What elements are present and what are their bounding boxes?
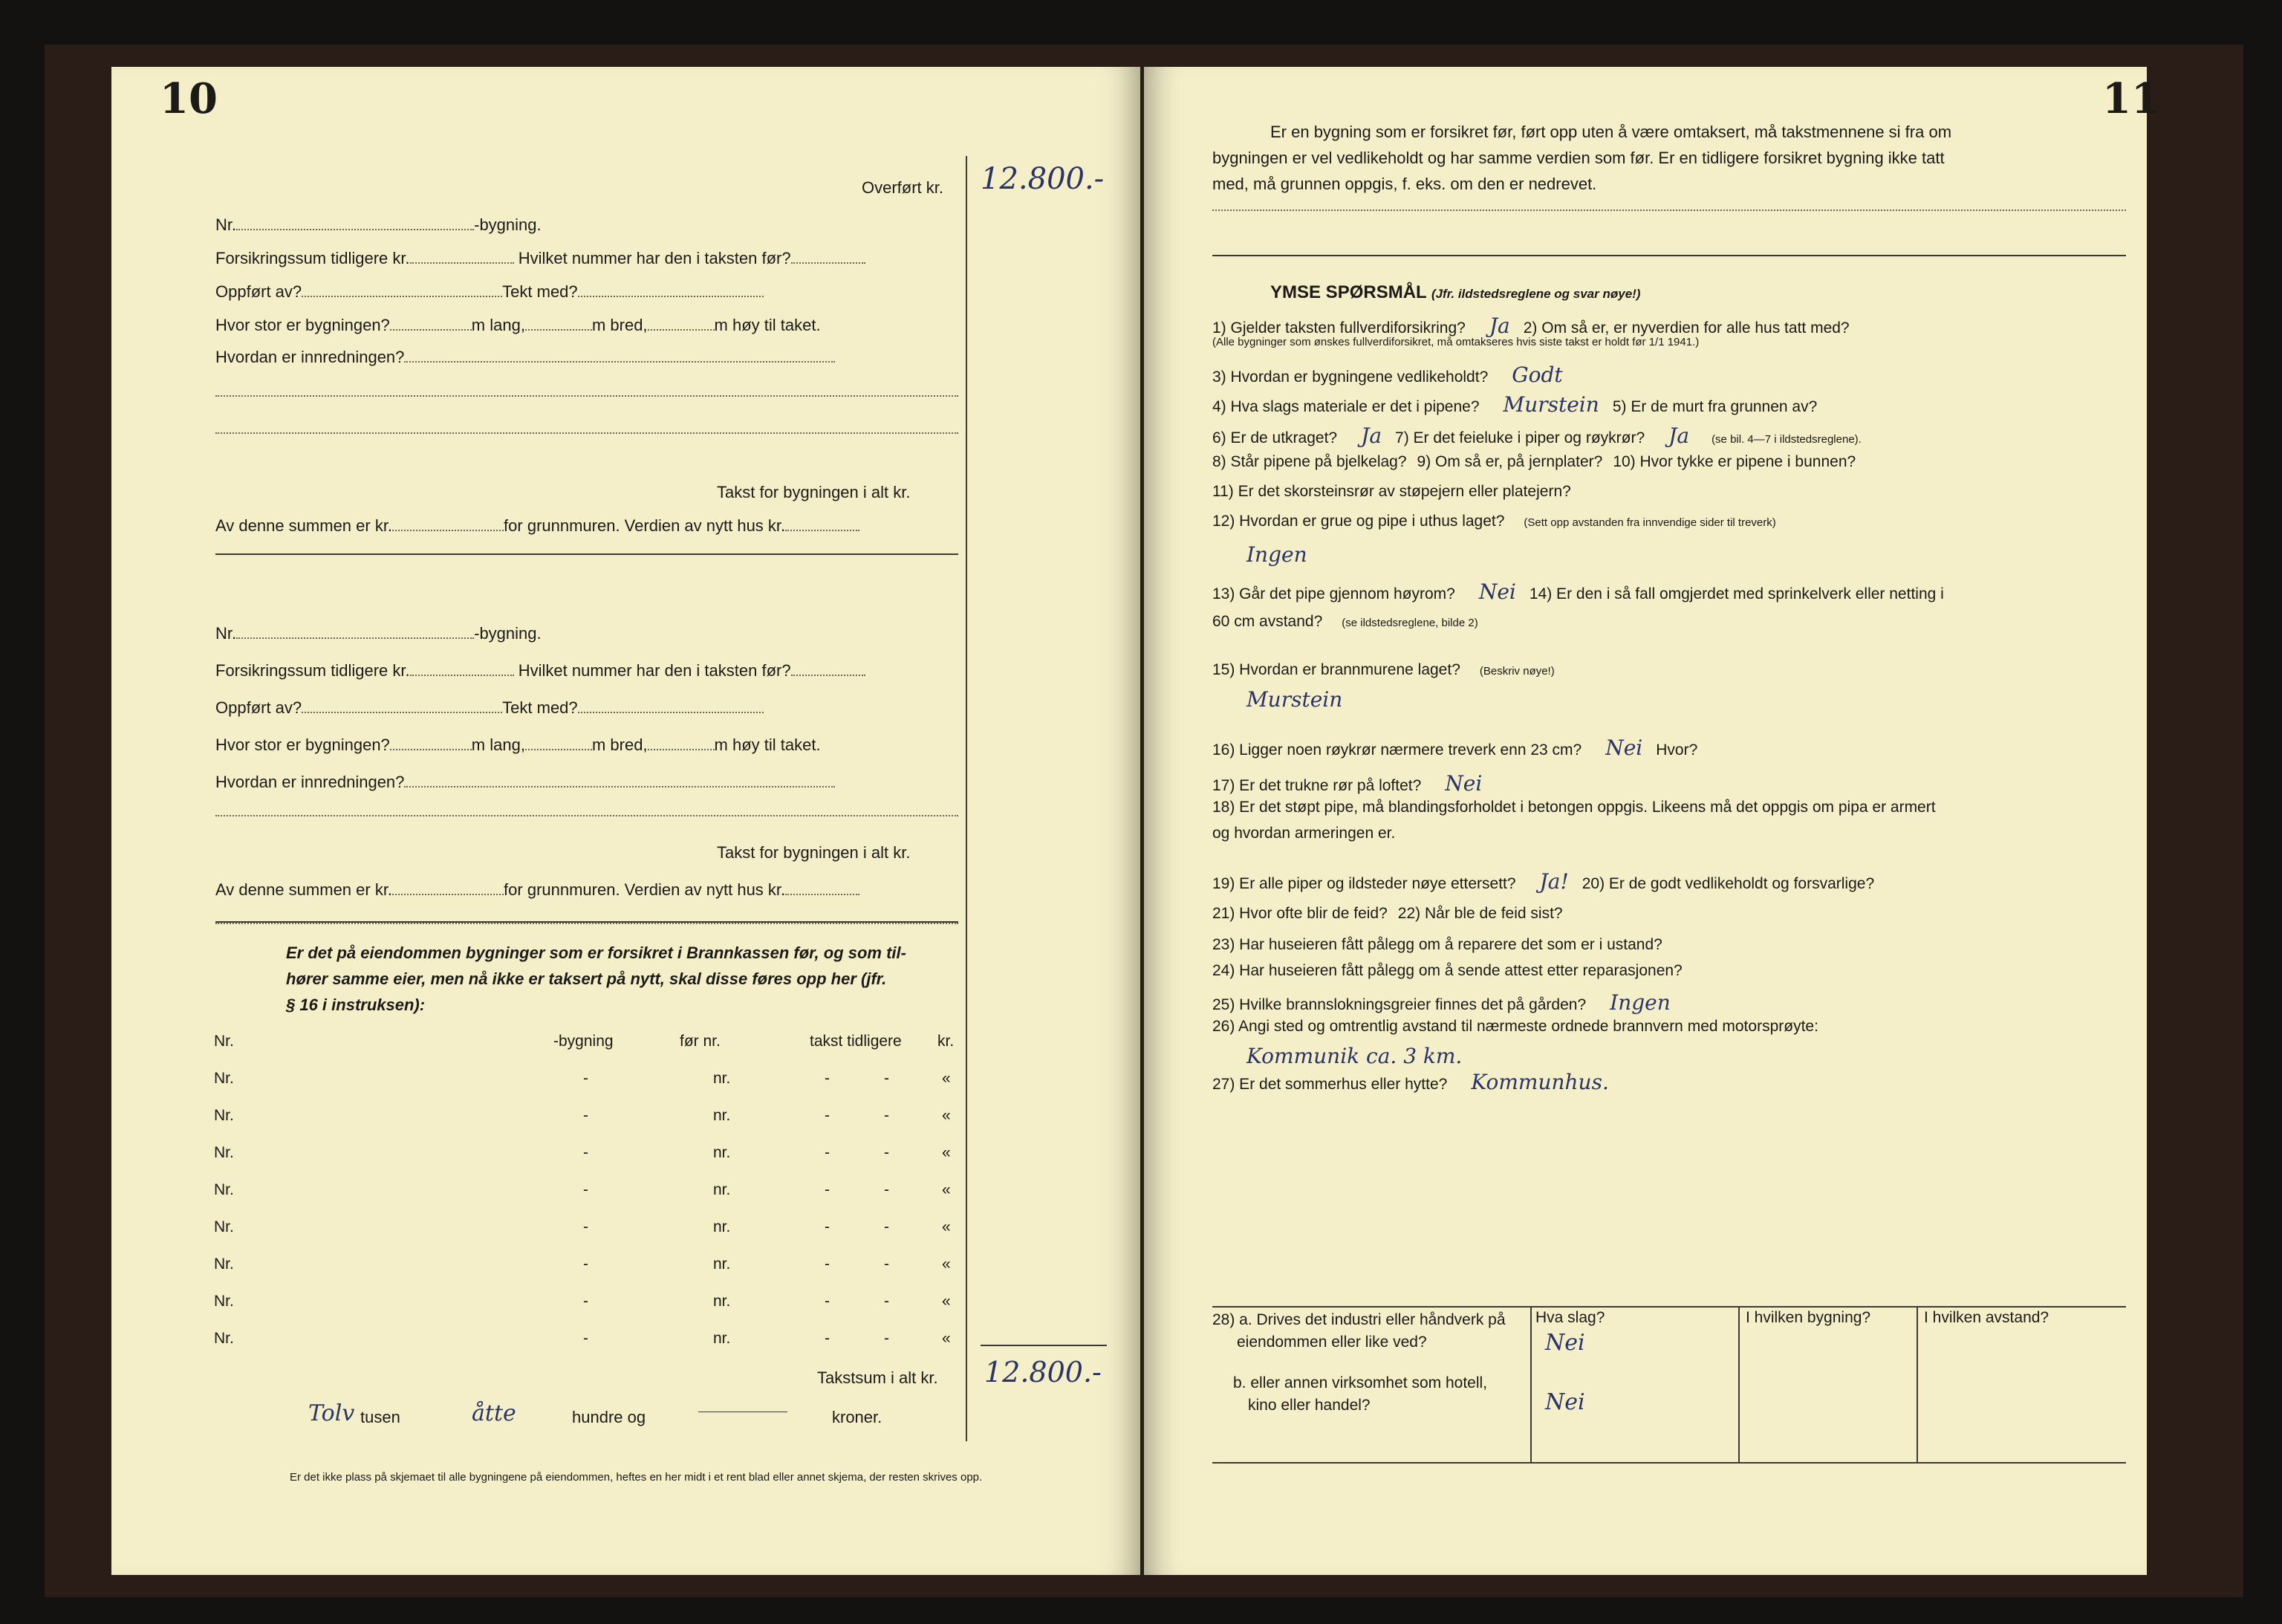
handwritten-answer: Ja — [1361, 423, 1382, 448]
blank-line — [215, 813, 958, 816]
question-text: 18) Er det støpt pipe, må blandingsforholdet i betongen oppgis. Likeens må det oppgis om pipa er armert — [1212, 799, 1936, 816]
table-cell-dash1: - — [583, 1070, 588, 1087]
table-cell-nrlabel: nr. — [713, 1144, 731, 1161]
question-text: 3) Hvordan er bygningene vedlikeholdt? — [1212, 368, 1489, 386]
footer-note: Er det ikke plass på skjemaet til alle bygningene på eiendommen, heftes en her midt i et rent blad eller annet skjema, der resten skrives opp. — [290, 1471, 983, 1484]
question-text: 26) Angi sted og omtrentlig avstand til nærmeste ordnede brannvern med motorsprøyte: — [1212, 1018, 1818, 1035]
handwritten-answer: Ja! — [1539, 869, 1569, 894]
sum-rule — [981, 1345, 1107, 1346]
question-row — [1212, 336, 1709, 348]
page-number: 10 — [160, 74, 218, 123]
question-text: 20) Er de godt vedlikeholdt og forsvarlige? — [1582, 875, 1875, 892]
table-cell-nrlabel: nr. — [713, 1330, 731, 1347]
table-cell-mark: « — [942, 1256, 951, 1273]
handwritten-answer: Nei — [1445, 771, 1483, 796]
q28a-answer: Nei — [1545, 1330, 1585, 1356]
table-header-for-nr: før nr. — [680, 1033, 721, 1050]
table-cell-dash2: - — [825, 1256, 830, 1273]
question-row — [1212, 771, 1495, 796]
table-header-takst: takst tidligere — [810, 1033, 902, 1050]
table-cell-nrlabel: nr. — [713, 1181, 731, 1198]
question-text: 11) Er det skorsteinsrør av støpejern eller platejern? — [1212, 483, 1571, 500]
table-cell-nr: Nr. — [214, 1218, 234, 1235]
table-cell-dash3: - — [884, 1181, 889, 1198]
question-note: (Beskriv nøye!) — [1479, 665, 1555, 678]
table-header-kr: kr. — [937, 1033, 955, 1050]
divider — [1212, 255, 2126, 256]
question-text: Hvor? — [1656, 741, 1698, 759]
table-cell-dash2: - — [825, 1070, 830, 1087]
left-page — [111, 67, 1140, 1575]
table-header-nr: Nr. — [214, 1033, 234, 1050]
table-cell-dash1: - — [583, 1330, 588, 1347]
handwritten-answer: Ja — [1668, 423, 1690, 448]
hvor-stor-row: Hvor stor er bygningen? m lang, m bred, m høy til taket. — [215, 735, 821, 754]
question-text: 9) Om så er, på jernplater? — [1417, 453, 1603, 470]
amount-hundre-og-label: hundre og — [572, 1408, 646, 1426]
question-row — [1212, 936, 1673, 954]
table-cell-dash3: - — [884, 1330, 889, 1347]
table-cell-dash1: - — [583, 1256, 588, 1273]
table-cell-nrlabel: nr. — [713, 1070, 731, 1087]
question-note: (Sett opp avstanden fra innvendige sider til treverk) — [1524, 516, 1776, 529]
table-cell-dash3: - — [884, 1144, 889, 1161]
note-line: § 16 i instruksen): — [286, 995, 426, 1014]
question-row — [1212, 962, 1693, 980]
av-denne-row: Av denne summen er kr. for grunnmuren. Verdien av nytt hus kr. — [215, 880, 859, 900]
handwritten-answer: Murstein — [1246, 687, 1343, 712]
question-row — [1212, 314, 1860, 338]
question-text: 27) Er det sommerhus eller hytte? — [1212, 1076, 1448, 1093]
question-text: 25) Hvilke brannslokningsgreier finnes det på gården? — [1212, 996, 1587, 1013]
question-text: (Alle bygninger som ønskes fullverdiforsikret, må omtakseres hvis siste takst er holdt før 1/1 1941.) — [1212, 336, 1700, 348]
intro-line: med, må grunnen oppgis, f. eks. om den er nedrevet. — [1212, 175, 1597, 193]
table-cell-nrlabel: nr. — [713, 1256, 731, 1273]
amount-tusen-label: tusen — [360, 1408, 400, 1426]
question-note: (se ildstedsreglene, bilde 2) — [1342, 617, 1478, 629]
question-text: 60 cm avstand? — [1212, 613, 1323, 630]
q28-col-hva-slag: Hva slag? — [1535, 1309, 1605, 1326]
question-row — [1212, 799, 1946, 816]
table-cell-nr: Nr. — [214, 1330, 234, 1347]
forsikringssum-row: Forsikringssum tidligere kr. Hvilket nummer har den i taksten før? — [215, 661, 865, 681]
table-cell-nrlabel: nr. — [713, 1218, 731, 1235]
question-text: 4) Hva slags materiale er det i pipene? — [1212, 398, 1480, 415]
table-cell-dash3: - — [884, 1070, 889, 1087]
intro-line: bygningen er vel vedlikeholdt og har samme verdien som før. Er en tidligere forsikret bygning ikke tatt — [1212, 149, 1945, 167]
table-cell-nr: Nr. — [214, 1107, 234, 1124]
amount-column-rule — [966, 156, 967, 1441]
table-cell-dash2: - — [825, 1330, 830, 1347]
question-row — [1212, 613, 1478, 631]
question-row — [1212, 990, 1684, 1015]
question-row — [1212, 825, 1405, 842]
question-text: 1) Gjelder taksten fullverdiforsikring? — [1212, 319, 1466, 337]
question-text: 5) Er de murt fra grunnen av? — [1612, 398, 1818, 415]
takstsum-value: 12.800.- — [984, 1356, 1102, 1388]
table-cell-dash3: - — [884, 1107, 889, 1124]
handwritten-answer: Godt — [1512, 363, 1563, 387]
nr-label: Nr. -bygning. — [215, 215, 542, 234]
q28-bottom-rule — [1212, 1462, 2126, 1464]
question-text: 2) Om så er, er nyverdien for alle hus tatt med? — [1523, 319, 1850, 337]
blank-line — [1212, 208, 2126, 211]
table-header-bygning: -bygning — [553, 1033, 614, 1050]
question-row — [1212, 1018, 1829, 1036]
q28-col-bygning: I hvilken bygning? — [1746, 1309, 1871, 1326]
question-text: 6) Er de utkraget? — [1212, 429, 1338, 446]
question-row — [1233, 1044, 1475, 1068]
table-cell-nr: Nr. — [214, 1293, 234, 1310]
oppfort-row: Oppført av? Tekt med? — [215, 698, 764, 718]
divider — [215, 921, 958, 923]
note-line: Er det på eiendommen bygninger som er forsikret i Brannkassen før, og som til- — [286, 943, 906, 962]
q28-col-avstand: I hvilken avstand? — [1924, 1309, 2049, 1326]
table-cell-nr: Nr. — [214, 1070, 234, 1087]
oppfort-row: Oppført av? Tekt med? — [215, 282, 764, 302]
table-cell-nrlabel: nr. — [713, 1293, 731, 1310]
question-text: 7) Er det feieluke i piper og røykrør? — [1395, 429, 1645, 446]
table-cell-dash2: - — [825, 1293, 830, 1310]
question-row — [1212, 905, 1573, 923]
blank-line — [215, 394, 958, 397]
question-text: 8) Står pipene på bjelkelag? — [1212, 453, 1407, 470]
takst-alt-row: Takst for bygningen i alt kr. — [717, 843, 911, 862]
right-page — [1144, 67, 2160, 1575]
divider — [215, 553, 958, 555]
note-line: hører samme eier, men nå ikke er taksert på nytt, skal disse føres opp her (jfr. — [286, 969, 887, 988]
carried-over-label: Overført kr. — [862, 178, 943, 197]
question-row — [1233, 542, 1321, 567]
question-text: 14) Er den i så fall omgjerdet med sprinkelverk eller netting i — [1529, 585, 1944, 602]
question-row — [1212, 735, 1708, 760]
table-cell-dash1: - — [583, 1181, 588, 1198]
table-cell-mark: « — [942, 1144, 951, 1161]
handwritten-answer: Ja — [1489, 314, 1510, 338]
table-cell-nrlabel: nr. — [713, 1107, 731, 1124]
amount-kroner-label: kroner. — [832, 1408, 882, 1426]
question-note: (se bil. 4—7 i ildstedsreglene). — [1712, 433, 1862, 446]
handwritten-answer: Murstein — [1503, 392, 1599, 417]
table-cell-dash3: - — [884, 1256, 889, 1273]
question-row — [1212, 869, 1885, 894]
table-cell-dash2: - — [825, 1144, 830, 1161]
table-cell-dash2: - — [825, 1218, 830, 1235]
question-text: 23) Har huseieren fått pålegg om å reparere det som er i ustand? — [1212, 936, 1662, 953]
table-cell-mark: « — [942, 1293, 951, 1310]
question-text: og hvordan armeringen er. — [1212, 825, 1396, 842]
question-text: 22) Når ble de feid sist? — [1397, 905, 1563, 922]
av-denne-row: Av denne summen er kr. for grunnmuren. Verdien av nytt hus kr. — [215, 516, 859, 536]
question-row — [1212, 423, 1862, 448]
forsikringssum-row: Forsikringssum tidligere kr. Hvilket nummer har den i taksten før? — [215, 249, 865, 268]
question-row — [1212, 579, 1954, 604]
section-title: YMSE SPØRSMÅL (Jfr. ildstedsreglene og svar nøye!) — [1270, 282, 1641, 302]
carried-over-value: 12.800.- — [981, 162, 1105, 196]
question-text: 16) Ligger noen røykrør nærmere treverk enn 23 cm? — [1212, 741, 1582, 759]
question-text: 21) Hvor ofte blir de feid? — [1212, 905, 1388, 922]
table-cell-dash1: - — [583, 1107, 588, 1124]
handwritten-answer: Kommunhus. — [1471, 1070, 1609, 1094]
blank-line — [215, 431, 958, 434]
question-row — [1212, 392, 1827, 417]
q28-col-rule — [1738, 1306, 1740, 1462]
question-text: 24) Har huseieren fått pålegg om å sende attest etter reparasjonen? — [1212, 962, 1683, 979]
question-text: 12) Hvordan er grue og pipe i uthus laget? — [1212, 513, 1505, 530]
table-cell-nr: Nr. — [214, 1181, 234, 1198]
question-text: 13) Går det pipe gjennom høyrom? — [1212, 585, 1455, 602]
page-number: 11 — [2102, 74, 2160, 123]
table-cell-dash3: - — [884, 1293, 889, 1310]
table-cell-dash2: - — [825, 1181, 830, 1198]
q28b-answer: Nei — [1545, 1389, 1585, 1415]
q28-top-rule — [1212, 1306, 2126, 1308]
handwritten-answer: Nei — [1478, 579, 1516, 604]
q28-col-rule — [1530, 1306, 1532, 1462]
question-text: 15) Hvordan er brannmurene laget? — [1212, 661, 1460, 678]
amount-hundreds-handwritten: åtte — [472, 1400, 516, 1426]
intro-line: Er en bygning som er forsikret før, ført opp uten å være omtaksert, må takstmennene si fra om — [1270, 123, 1952, 141]
q28b-label2: kino eller handel? — [1248, 1397, 1371, 1414]
table-cell-nr: Nr. — [214, 1256, 234, 1273]
innredning-row: Hvordan er innredningen? — [215, 773, 835, 792]
question-text: 19) Er alle piper og ildsteder nøye ettersett? — [1212, 875, 1516, 892]
takstsum-label: Takstsum i alt kr. — [817, 1368, 938, 1387]
table-cell-mark: « — [942, 1330, 951, 1347]
table-cell-mark: « — [942, 1070, 951, 1087]
question-row — [1212, 1070, 1622, 1094]
table-cell-dash3: - — [884, 1218, 889, 1235]
question-text: 10) Hvor tykke er pipene i bunnen? — [1613, 453, 1856, 470]
handwritten-answer: Nei — [1605, 735, 1643, 760]
table-cell-mark: « — [942, 1181, 951, 1198]
question-row — [1212, 363, 1576, 387]
question-row — [1212, 513, 1776, 530]
handwritten-answer: Ingen — [1246, 542, 1307, 567]
takst-alt-row: Takst for bygningen i alt kr. — [717, 483, 911, 501]
q28b-label: b. eller annen virksomhet som hotell, — [1233, 1374, 1487, 1391]
table-cell-dash1: - — [583, 1218, 588, 1235]
table-cell-mark: « — [942, 1107, 951, 1124]
amount-thousands-handwritten: Tolv — [308, 1400, 355, 1426]
q28a-label: 28) a. Drives det industri eller håndverk på — [1212, 1311, 1506, 1328]
table-cell-mark: « — [942, 1218, 951, 1235]
table-cell-dash2: - — [825, 1107, 830, 1124]
question-text: 17) Er det trukne rør på loftet? — [1212, 777, 1422, 794]
handwritten-answer: Kommunik ca. 3 km. — [1246, 1044, 1463, 1068]
question-row — [1212, 661, 1555, 679]
table-cell-dash1: - — [583, 1144, 588, 1161]
question-row — [1212, 483, 1582, 501]
nr-label: Nr. -bygning. — [215, 624, 542, 643]
question-row — [1212, 453, 1866, 471]
question-row — [1233, 687, 1356, 712]
innredning-row: Hvordan er innredningen? — [215, 348, 835, 367]
table-cell-nr: Nr. — [214, 1144, 234, 1161]
q28-col-rule — [1917, 1306, 1918, 1462]
hvor-stor-row: Hvor stor er bygningen? m lang, m bred, m høy til taket. — [215, 316, 821, 334]
handwritten-answer: Ingen — [1610, 990, 1671, 1015]
table-cell-dash1: - — [583, 1293, 588, 1310]
q28a-label2: eiendommen eller like ved? — [1237, 1334, 1427, 1351]
